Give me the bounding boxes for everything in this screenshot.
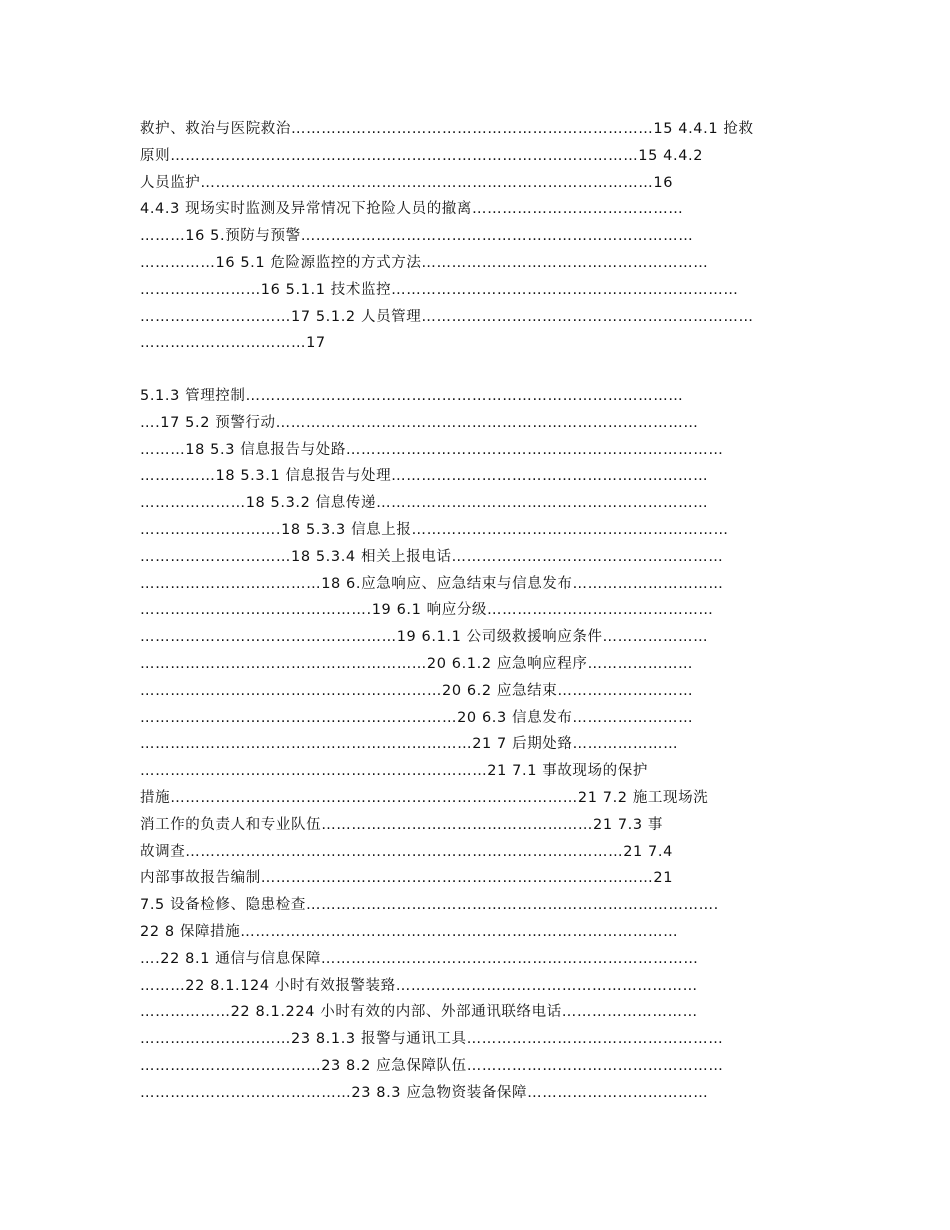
toc-block-top [140, 116, 820, 357]
toc-line: 措施………………………………………………………………………21 7.2 施工现场洗 [140, 789, 709, 806]
toc-line: 故调查……………………………………………………………………………21 7.4 [140, 843, 673, 860]
toc-line: ………………22 8.1.224 小时有效的内部、外部通讯联络电话……………………… [140, 1004, 698, 1021]
toc-line: ……………18 5.3.1 信息报告与处理……………………………………………………… [140, 468, 709, 485]
toc-line: 22 8 保障措施…………………………………………………………………………… [140, 923, 679, 940]
toc-line: ……………………16 5.1.1 技术监控…………………………………………………………… [140, 281, 739, 298]
toc-line: …………………………………………………20 6.1.2 应急响应程序………………… [140, 655, 694, 672]
toc-line: …………………18 5.3.2 信息传递………………………………………………………… [140, 495, 709, 512]
toc-line: …………………………23 8.1.3 报警与通讯工具…………………………………………… [140, 1031, 724, 1048]
toc-line: 人员监护………………………………………………………………………………16 [140, 174, 674, 191]
toc-line: ….22 8.1 通信与信息保障………………………………………………………………… [140, 950, 699, 967]
toc-line: ….17 5.2 预警行动………………………………………………………………………… [140, 414, 699, 431]
toc-line: ……………………………………23 8.3 应急物资装备保障……………………………… [140, 1084, 709, 1101]
toc-line: …………………………18 5.3.4 相关上报电话……………………………………………… [140, 548, 724, 565]
toc-line: 救护、救治与医院救治………………………………………………………………15 4.4.1 抢救 [140, 121, 754, 137]
toc-line: 消工作的负责人和专业队伍………………………………………………21 7.3 事 [140, 816, 664, 833]
toc-line: 原则…………………………………………………………………………………15 4.4.2 [140, 147, 704, 164]
toc-line: ………18 5.3 信息报告与处路………………………………………………………………… [140, 441, 724, 458]
toc-line: 4.4.3 现场实时监测及异常情况下抢险人员的撤离…………………………………… [140, 201, 684, 218]
toc-line: 5.1.3 管理控制…………………………………………………………………………… [140, 388, 684, 404]
toc-line: ……………………………………….19 6.1 响应分级……………………………………… [140, 602, 714, 619]
toc-block-bottom [140, 383, 820, 1107]
toc-line: ……………………………………………………20 6.2 应急结束……………………… [140, 682, 694, 699]
toc-line: ………………………………18 6.应急响应、应急结束与信息发布………………………… [140, 575, 724, 592]
toc-line: 7.5 设备检修、隐患检查………………………………………………………………………. [140, 897, 719, 914]
toc-line: ……………………………………………19 6.1.1 公司级救援响应条件………………… [140, 629, 709, 646]
toc-line: ………………………………………………………20 6.3 信息发布…………………… [140, 709, 694, 726]
toc-line: ……………………………………………………………21 7.1 事故现场的保护 [140, 763, 648, 780]
toc-line: …………………………………………………………21 7 后期处臵………………… [140, 736, 679, 753]
toc-line: ……………………………17 [140, 335, 326, 352]
toc-line: ………16 5.预防与预警…………………………………………………………………… [140, 228, 694, 245]
toc-line: ………………………………23 8.2 应急保障队伍…………………………………………… [140, 1057, 724, 1074]
toc-line: 内部事故报告编制……………………………………………………………………21 [140, 870, 674, 887]
toc-line: ……………16 5.1 危险源监控的方式方法………………………………………………… [140, 254, 709, 271]
toc-line: ……………………….18 5.3.3 信息上报……………………………………………………… [140, 521, 729, 538]
toc-line: …………………………17 5.1.2 人员管理………………………………………………………… [140, 308, 754, 325]
toc-line: ………22 8.1.124 小时有效报警装臵…………………………………………………… [140, 977, 698, 994]
